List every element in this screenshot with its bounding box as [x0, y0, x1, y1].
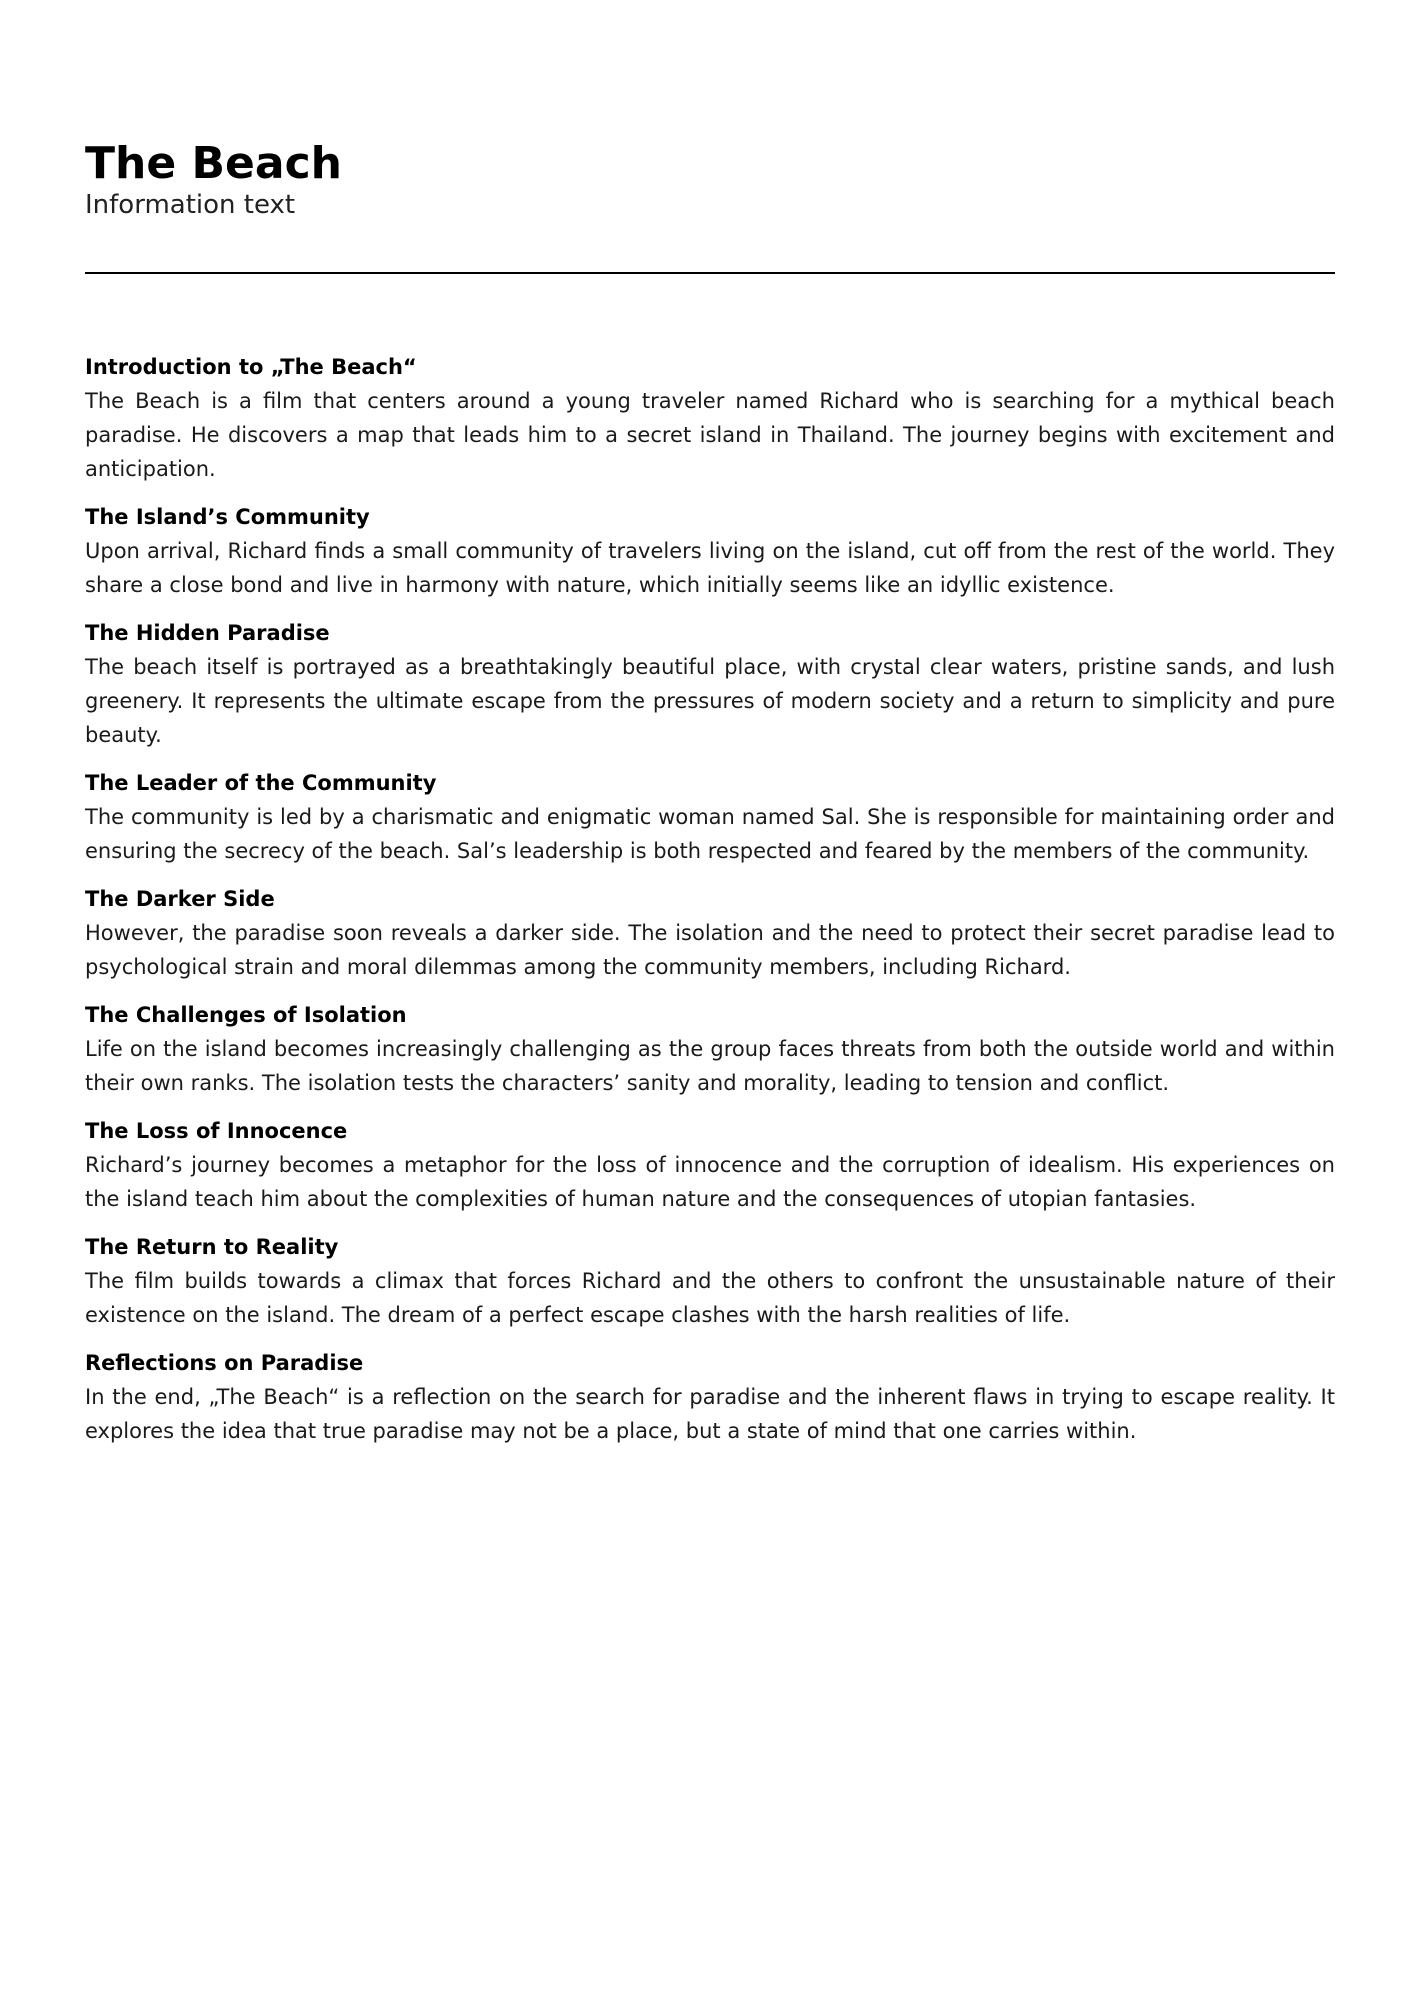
- section-body: Life on the island becomes increasingly challenging as the group faces threats from both the outside world and within their own ranks. The isolation tests the characters’ sanity and morality, leading to tension and conflict.: [85, 1037, 1335, 1095]
- section-body: In the end, „The Beach“ is a reflection on the search for paradise and the inherent flaws in trying to escape reality. It explores the idea that true paradise may not be a place, but a state of mind that one carries within.: [85, 1385, 1335, 1443]
- section-challenges-of-isolation: [85, 998, 1335, 1100]
- title-divider: [85, 272, 1335, 274]
- section-heading: The Darker Side: [85, 887, 275, 911]
- section-heading: Reflections on Paradise: [85, 1351, 364, 1375]
- section-body: The beach itself is portrayed as a breathtakingly beautiful place, with crystal clear waters, pristine sands, and lush greenery. It represents the ultimate escape from the pressures of modern society and a return to simplicity and pure beauty.: [85, 655, 1335, 747]
- section-islands-community: [85, 500, 1335, 602]
- section-body: Upon arrival, Richard finds a small community of travelers living on the island, cut off from the rest of the world. They share a close bond and live in harmony with nature, which initially seems like an idyllic existence.: [85, 539, 1335, 597]
- section-heading: The Leader of the Community: [85, 771, 437, 795]
- section-heading: The Challenges of Isolation: [85, 1003, 407, 1027]
- section-heading: The Hidden Paradise: [85, 621, 330, 645]
- section-heading: The Return to Reality: [85, 1235, 339, 1259]
- section-body: Richard’s journey becomes a metaphor for the loss of innocence and the corruption of idealism. His experiences on the island teach him about the complexities of human nature and the consequences of utopian fantasies.: [85, 1153, 1335, 1211]
- section-body: The Beach is a film that centers around a young traveler named Richard who is searching for a mythical beach paradise. He discovers a map that leads him to a secret island in Thailand. The journey begins with excitement and anticipation.: [85, 389, 1335, 481]
- section-body: However, the paradise soon reveals a darker side. The isolation and the need to protect their secret paradise lead to psychological strain and moral dilemmas among the community members, including Richard.: [85, 921, 1335, 979]
- document-subtitle: Information text: [85, 190, 296, 220]
- section-heading: The Island’s Community: [85, 505, 370, 529]
- section-heading: The Loss of Innocence: [85, 1119, 348, 1143]
- section-hidden-paradise: [85, 616, 1335, 752]
- section-body: The film builds towards a climax that forces Richard and the others to confront the unsustainable nature of their existence on the island. The dream of a perfect escape clashes with the harsh realities of life.: [85, 1269, 1335, 1327]
- section-loss-of-innocence: [85, 1114, 1335, 1216]
- section-return-to-reality: [85, 1230, 1335, 1332]
- section-reflections-on-paradise: [85, 1346, 1335, 1448]
- section-introduction: [85, 350, 1335, 486]
- section-heading: Introduction to „The Beach“: [85, 355, 417, 379]
- document-content: [85, 350, 1335, 1462]
- section-leader-of-community: [85, 766, 1335, 868]
- document-title: The Beach: [85, 138, 342, 189]
- section-darker-side: [85, 882, 1335, 984]
- section-body: The community is led by a charismatic and enigmatic woman named Sal. She is responsible for maintaining order and ensuring the secrecy of the beach. Sal’s leadership is both respected and feared by the members of the community.: [85, 805, 1335, 863]
